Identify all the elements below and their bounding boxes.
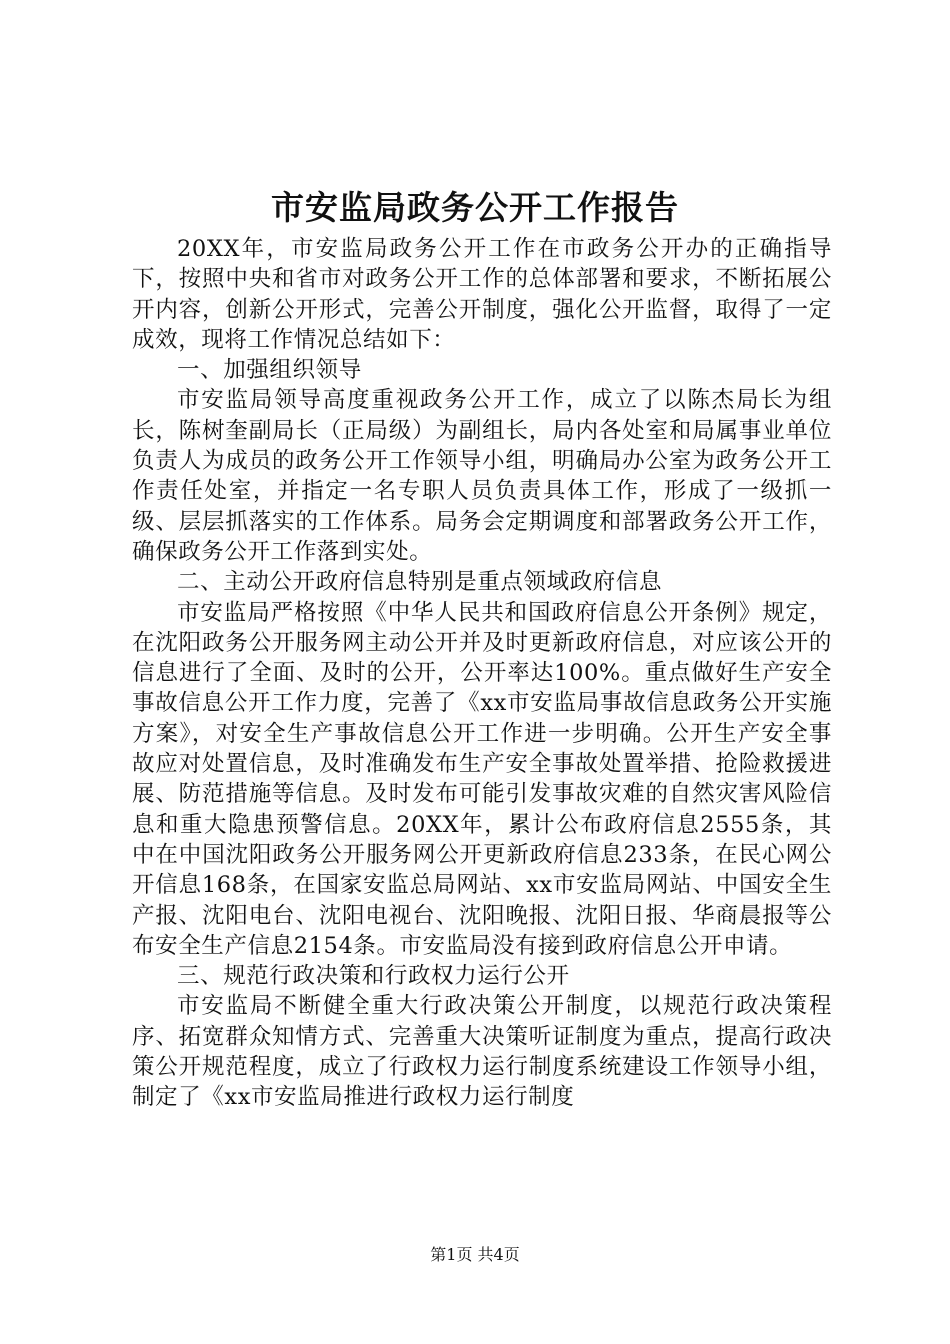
intro-paragraph: 20XX年，市安监局政务公开工作在市政务公开办的正确指导下，按照中央和省市对政务公开工作的总体部署和要求，不断拓展公开内容，创新公开形式，完善公开制度，强化公开监督，取得了一定成效，现将工作情况总结如下： [132,236,832,353]
section-heading-3: 三、规范行政决策和行政权力运行公开 [177,963,570,990]
page-number-footer: 第1页 共4页 [430,1245,520,1264]
section-heading-1: 一、加强组织领导 [177,357,362,384]
document-title: 市安监局政务公开工作报告 [271,188,679,227]
section-3-paragraph: 市安监局不断健全重大行政决策公开制度，以规范行政决策程序、拓宽群众知情方式、完善重大决策听证制度为重点，提高行政决策公开规范程度，成立了行政权力运行制度系统建设工作领导小组，制定了《xx市安监局推进行政权力运行制度 [132,993,832,1111]
section-heading-2: 二、主动公开政府信息特别是重点领域政府信息 [177,569,663,596]
section-1-paragraph: 市安监局领导高度重视政务公开工作，成立了以陈杰局长为组长，陈树奎副局长（正局级）为副组长，局内各处室和局属事业单位负责人为成员的政务公开工作领导小组，明确局办公室为政务公开工作责任处室，并指定一名专职人员负责具体工作，形成了一级抓一级、层层抓落实的工作体系。局务会定期调度和部署政务公开工作，确保政务公开工作落到实处。 [132,387,832,565]
document-body [132,234,832,1113]
section-2-paragraph: 市安监局严格按照《中华人民共和国政府信息公开条例》规定，在沈阳政务公开服务网主动公开并及时更新政府信息，对应该公开的信息进行了全面、及时的公开，公开率达100%。重点做好生产安全事故信息公开工作力度，完善了《xx市安监局事故信息政务公开实施方案》，对安全生产事故信息公开工作进一步明确。公开生产安全事故应对处置信息，及时准确发布生产安全事故处置举措、抢险救援进展、防范措施等信息。及时发布可能引发事故灾难的自然灾害风险信息和重大隐患预警信息。20XX年，累计公布政府信息2555条，其中在中国沈阳政务公开服务网公开更新政府信息233条，在民心网公开信息168条，在国家安监总局网站、xx市安监局网站、中国安全生产报、沈阳电台、沈阳电视台、沈阳晚报、沈阳日报、华商晨报等公布安全生产信息2154条。市安监局没有接到政府信息公开申请。 [132,599,832,959]
